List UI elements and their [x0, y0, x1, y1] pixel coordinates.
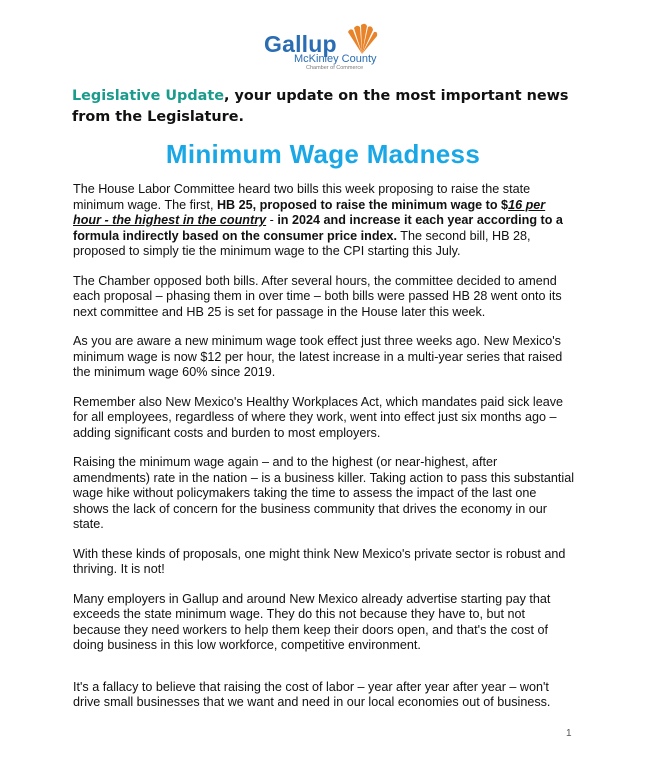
intro-rest: , your update on the most important news from the Legislature.	[72, 88, 569, 125]
chamber-logo	[264, 22, 384, 76]
logo-tagline: Chamber of Commerce	[306, 65, 364, 71]
p1-emphasis: 16 per hour - the highest in the country	[73, 197, 546, 227]
paragraph-5: Raising the minimum wage again – and to the highest (or near-highest, after amendments) rate in the nation – is a business killer. Taking action to pass this substantial wage hike without policymakers taking the time to assess the impact of the last one shows the lack of concern for the business community that drives the economy in our state.	[73, 455, 574, 531]
paragraph-8: It's a fallacy to believe that raising the cost of labor – year after year after year – won't drive small businesses that we want and need in our local economies out of business.	[73, 679, 551, 709]
logo-subtitle: McKinley County	[294, 53, 377, 65]
page-title: Minimum Wage Madness	[165, 139, 481, 169]
paragraph-6: With these kinds of proposals, one might think New Mexico's private sector is robust and thriving. It is not!	[73, 546, 566, 576]
p1-bold-2: in 2024 and increase it each year according to a formula indirectly based on the consumer price index.	[73, 213, 563, 243]
article-body	[73, 182, 575, 725]
page-number: 1	[566, 728, 572, 739]
paragraph-3: As you are aware a new minimum wage took effect just three weeks ago. New Mexico's minimum wage is now $12 per hour, the latest increase in a multi-year series that raised the minimum wage 60% since 2019.	[73, 334, 563, 379]
intro-accent: Legislative Update	[72, 88, 224, 104]
intro-heading	[72, 86, 572, 128]
shell-logo-icon	[342, 22, 382, 56]
p1-text-2: -	[266, 213, 278, 227]
p1-text-1: The House Labor Committee heard two bills this week proposing to raise the state minimum wage. The first,	[73, 182, 531, 212]
paragraph-4: Remember also New Mexico's Healthy Workplaces Act, which mandates paid sick leave for all employees, regardless of where they work, went into effect just six months ago – adding significant costs and burden to most employers.	[73, 394, 564, 440]
logo-wordmark: Gallup	[264, 31, 337, 57]
p1-bold-1: HB 25, proposed to raise the minimum wage to $	[216, 197, 509, 212]
paragraph-7: Many employers in Gallup and around New Mexico already advertise starting pay that exceeds the state minimum wage. They do this not because they have to, but not because they need workers to help them keep their doors open, and that's the cost of doing business in this low workforce, competitive environment.	[73, 591, 551, 652]
paragraph-2: The Chamber opposed both bills. After several hours, the committee decided to amend each proposal – phasing them in over time – both bills were passed HB 28 went onto its next committee and HB 25 is set for passage in the House later this week.	[73, 273, 562, 319]
paragraph-1	[73, 182, 575, 260]
p1-text-3: The second bill, HB 28, proposed to simply tie the minimum wage to the CPI starting this July.	[73, 228, 531, 258]
